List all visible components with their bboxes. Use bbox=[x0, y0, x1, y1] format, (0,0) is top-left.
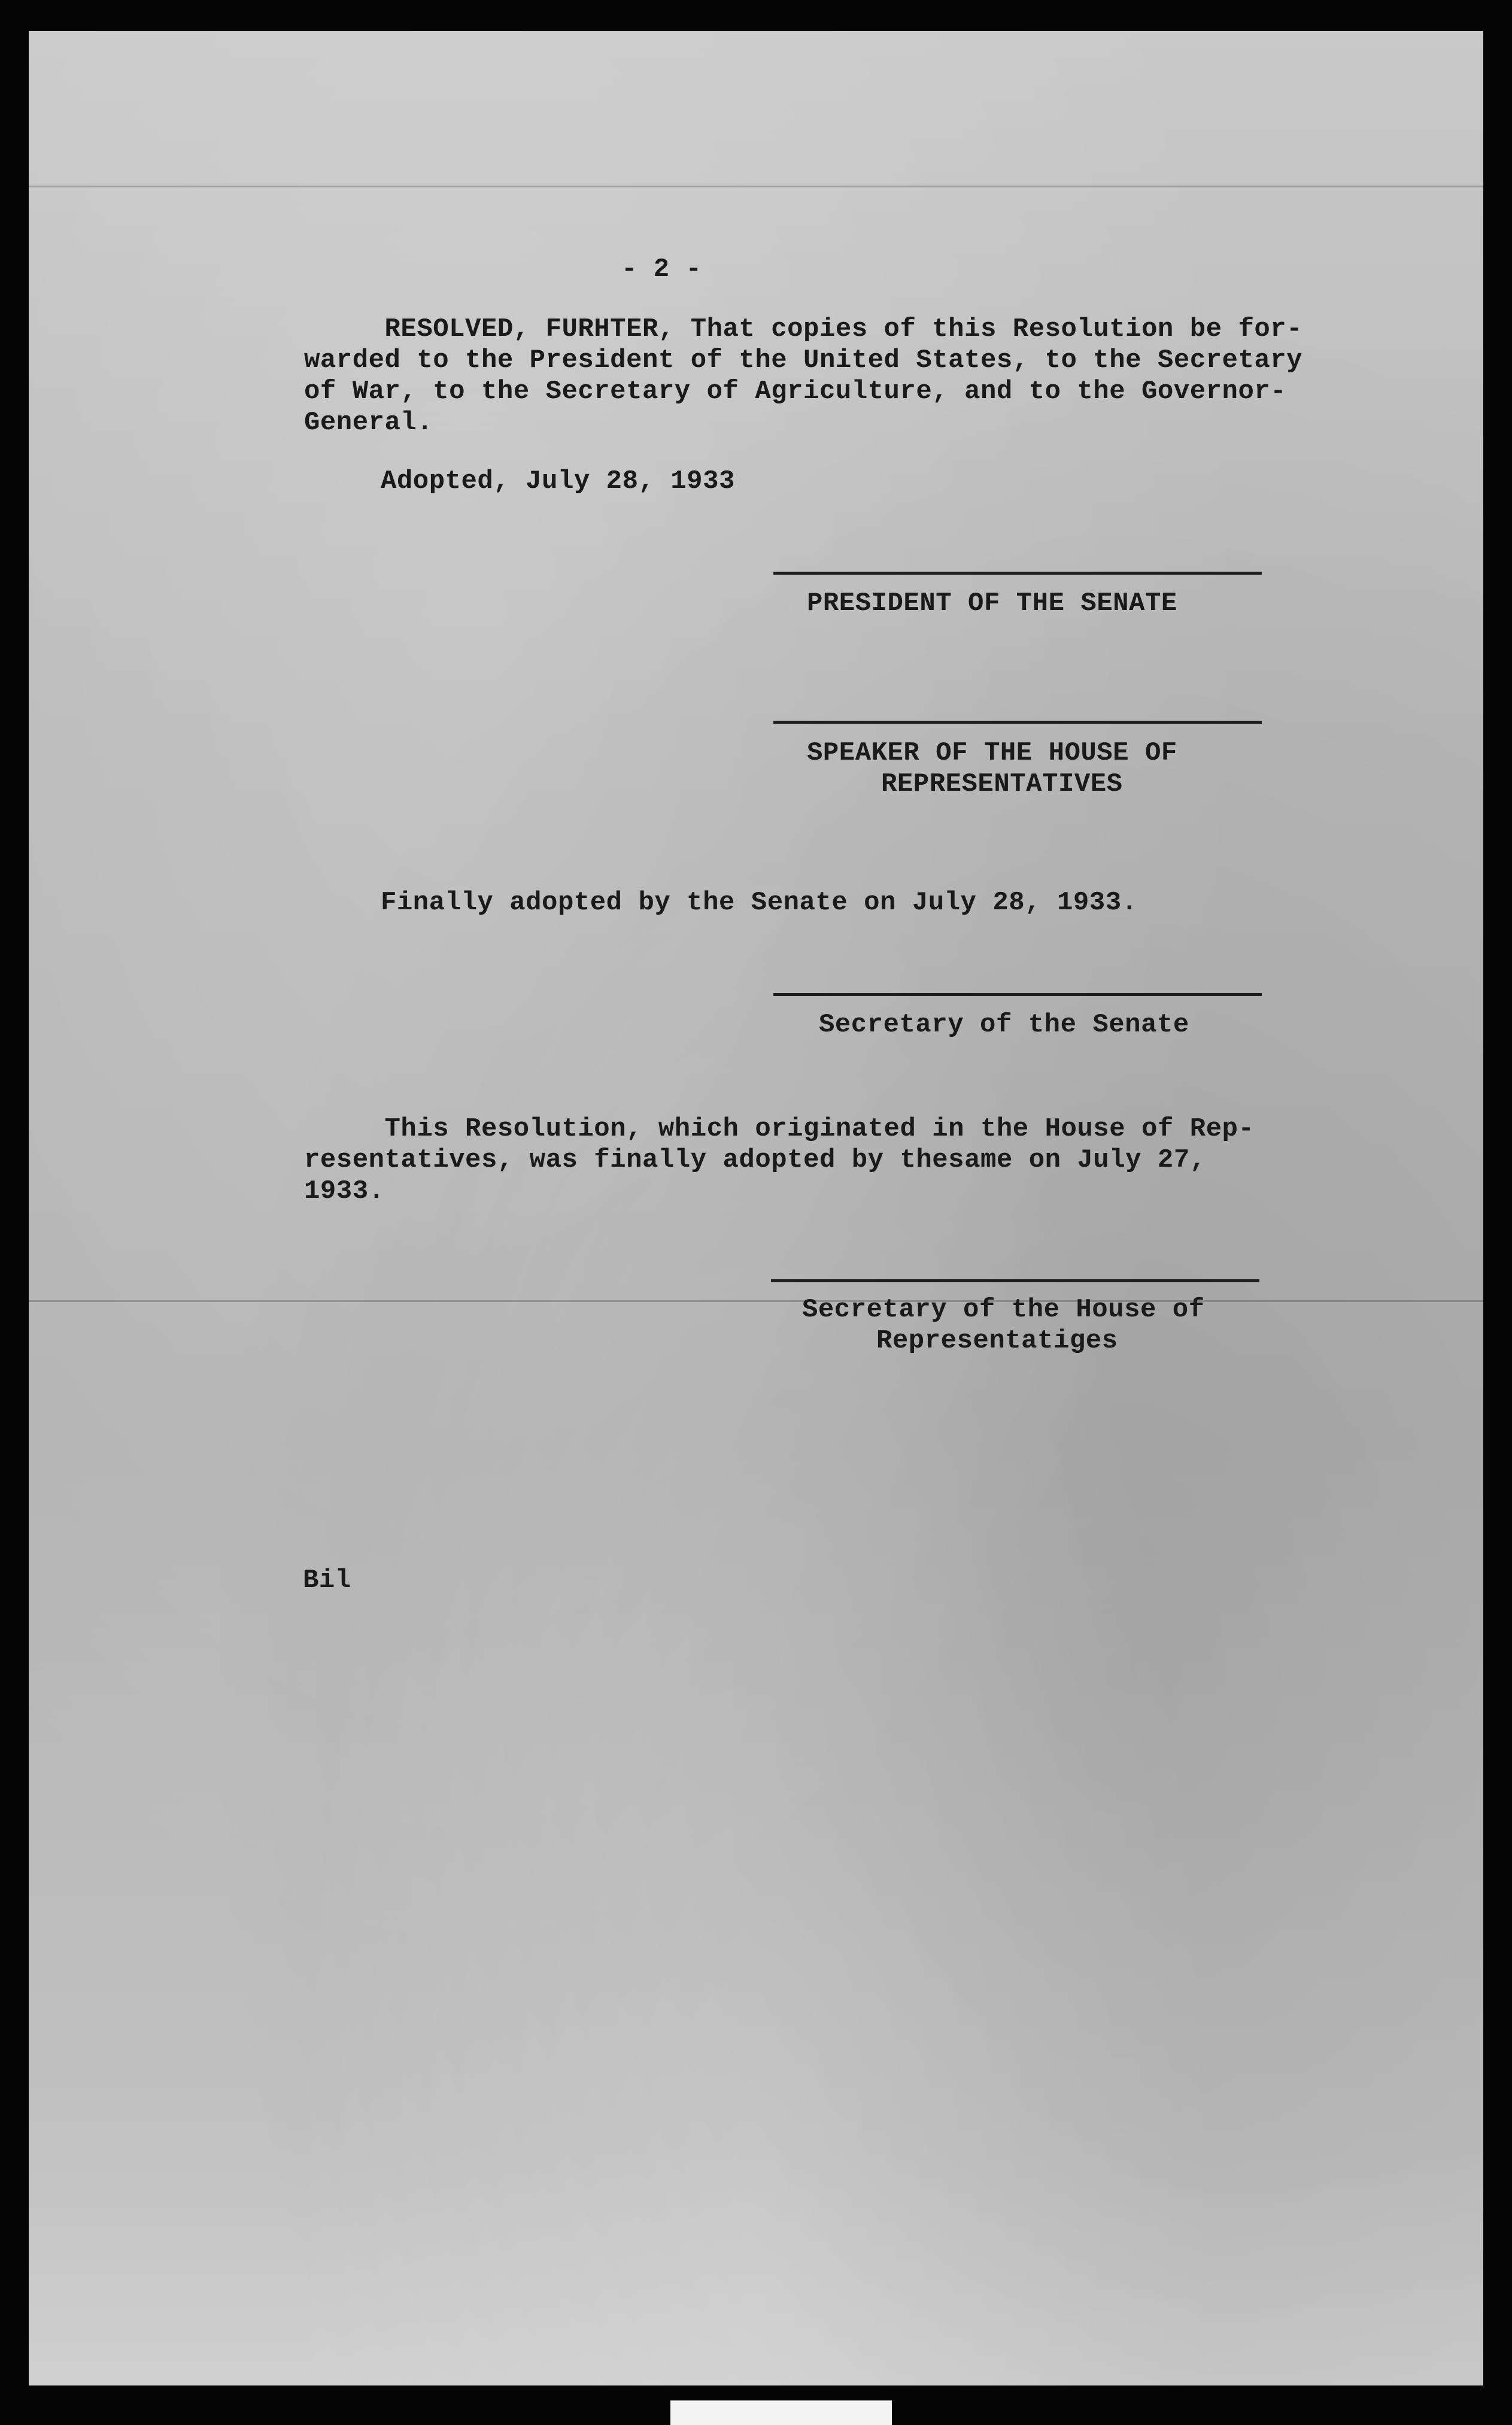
signature-line-senate-president bbox=[773, 572, 1262, 575]
page-number: - 2 - bbox=[621, 254, 702, 284]
signature-line-senate-secretary bbox=[773, 993, 1262, 996]
resolution-line: RESOLVED, FURHTER, That copies of this Resolution be for- bbox=[304, 314, 1303, 344]
senate-adoption-statement: Finally adopted by the Senate on July 28, 1933. bbox=[381, 888, 1138, 918]
film-edge-tab bbox=[670, 2400, 892, 2425]
resolution-line: warded to the President of the United States, to the Secretary bbox=[304, 345, 1303, 375]
adopted-date: Adopted, July 28, 1933 bbox=[381, 466, 735, 496]
fold-crease bbox=[29, 1300, 1483, 1302]
house-origin-line: 1933. bbox=[304, 1176, 385, 1206]
house-origin-line: resentatives, was finally adopted by thesame on July 27, bbox=[304, 1145, 1206, 1175]
house-secretary-label: Representatiges bbox=[876, 1326, 1118, 1356]
signature-line-house-speaker bbox=[773, 721, 1262, 724]
senate-president-label: PRESIDENT OF THE SENATE bbox=[807, 588, 1177, 618]
resolution-line: of War, to the Secretary of Agriculture, and to the Governor- bbox=[304, 377, 1287, 406]
senate-secretary-label: Secretary of the Senate bbox=[819, 1010, 1189, 1040]
house-speaker-label: REPRESENTATIVES bbox=[881, 769, 1123, 799]
fold-crease bbox=[29, 186, 1483, 187]
house-origin-line: This Resolution, which originated in the House of Rep- bbox=[304, 1114, 1255, 1144]
house-secretary-label: Secretary of the House of bbox=[802, 1295, 1205, 1325]
signature-line-house-secretary bbox=[771, 1279, 1259, 1282]
house-speaker-label: SPEAKER OF THE HOUSE OF bbox=[807, 738, 1177, 768]
typist-initials: Bil bbox=[303, 1565, 351, 1595]
resolution-line: General. bbox=[304, 408, 433, 438]
document-page bbox=[29, 31, 1483, 2385]
